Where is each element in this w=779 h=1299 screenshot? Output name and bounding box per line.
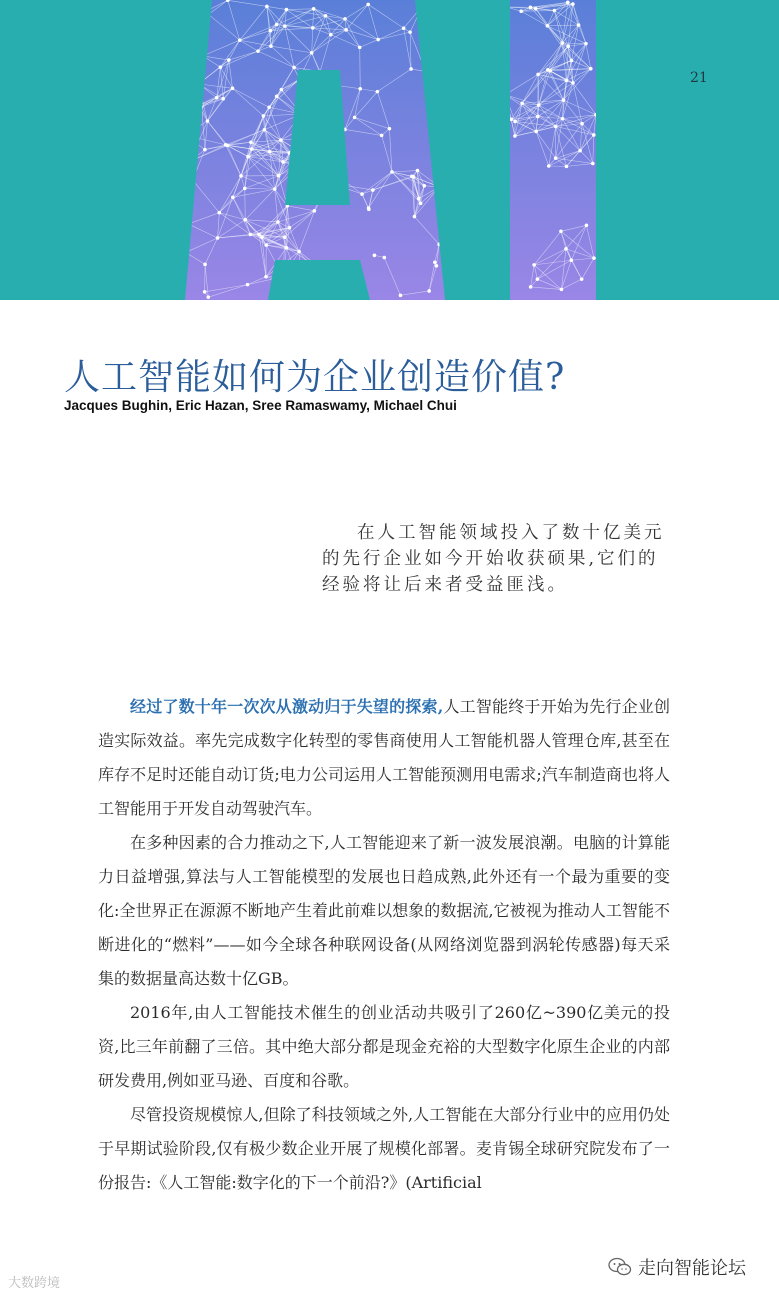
hero-banner: [0, 0, 779, 300]
page-number: 21: [690, 70, 708, 86]
account-name: 走向智能论坛: [638, 1258, 746, 1279]
article-lede: [322, 520, 672, 598]
paragraph-lead-in: 经过了数十年一次次从激动归于失望的探索,: [130, 697, 444, 716]
watermark-text: 大数跨境: [8, 1276, 61, 1291]
body-paragraph-2: 在多种因素的合力推动之下,人工智能迎来了新一波发展浪潮。电脑的计算能力日益增强,算法与人工智能模型的发展也日趋成熟,此外还有一个最为重要的变化:全世界正在源源不断地产生着此前难以想象的数据流,它被视为推动人工智能不断进化的“燃料”——如今全球各种联网设备(从网络浏览器到涡轮传感器)每天采集的数据量高达数十亿GB。: [98, 833, 670, 988]
paragraph-text: 人工智能终于开始为先行企业创造实际效益。率先完成数字化转型的零售商使用人工智能机器人管理仓库,甚至在库存不足时还能自动订货;电力公司运用人工智能预测用电需求;汽车制造商也将人工智能用于开发自动驾驶汽车。: [98, 697, 670, 818]
wechat-icon: [608, 1257, 632, 1277]
body-paragraph-3: 2016年,由人工智能技术催生的创业活动共吸引了260亿~390亿美元的投资,比三年前翻了三倍。其中绝大部分都是现金充裕的大型数字化原生企业的内部研发费用,例如亚马逊、百度和谷歌。: [98, 1003, 670, 1090]
letter-i-shape: [510, 0, 596, 300]
letter-a-shape: [185, 0, 445, 300]
account-badge: [608, 1254, 746, 1280]
article-body: [98, 690, 670, 1200]
body-paragraph-1: [98, 690, 670, 826]
article-authors: Jacques Bughin, Eric Hazan, Sree Ramaswamy, Michael Chui: [64, 398, 457, 413]
watermark: [8, 1272, 60, 1291]
article-title: 人工智能如何为企业创造价值?: [64, 357, 566, 399]
body-paragraph-4: 尽管投资规模惊人,但除了科技领域之外,人工智能在大部分行业中的应用仍处于早期试验阶段,仅有极少数企业开展了规模化部署。麦肯锡全球研究院发布了一份报告:《人工智能:数字化的下一个前沿?》(Artificial: [98, 1105, 670, 1192]
lede-text: 在人工智能领域投入了数十亿美元的先行企业如今开始收获硕果,它们的经验将让后来者受益匪浅。: [322, 523, 665, 595]
ai-network-graphic: [0, 0, 779, 300]
